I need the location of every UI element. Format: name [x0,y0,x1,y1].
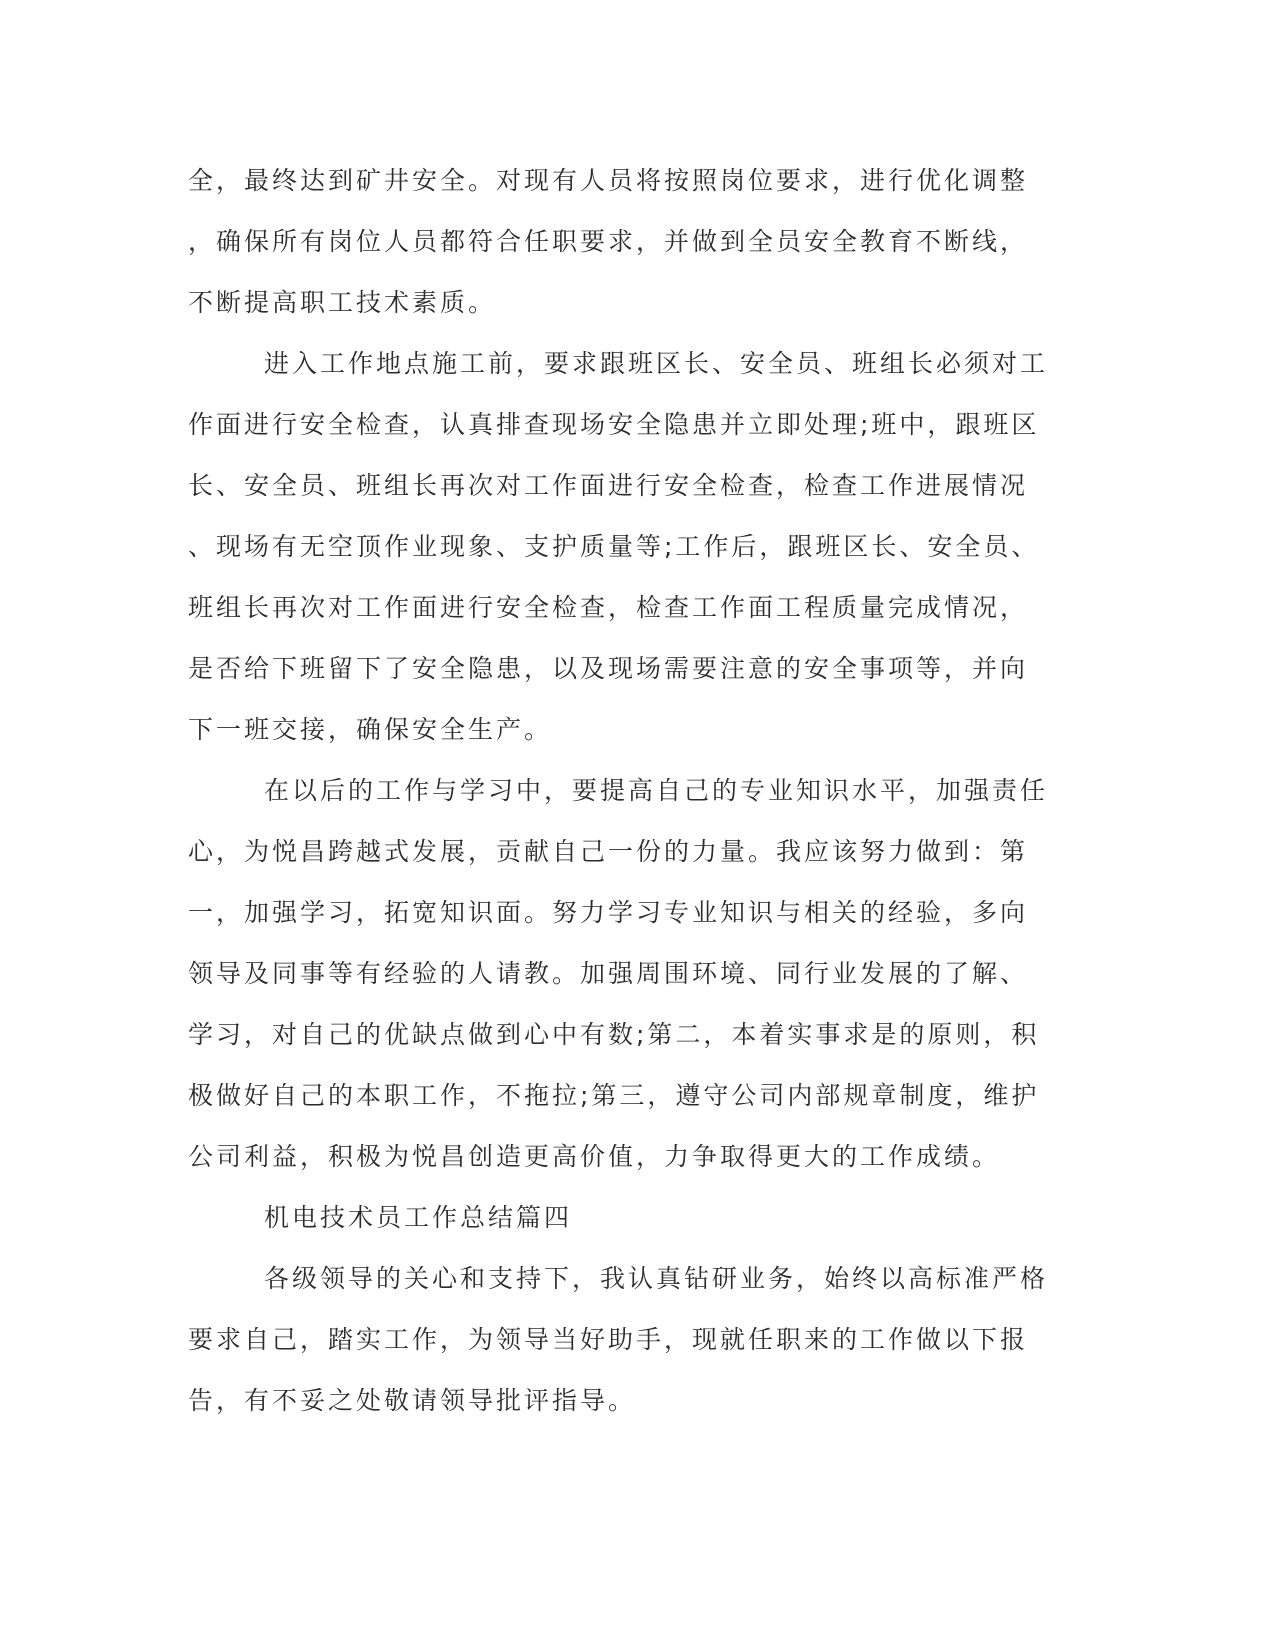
text-line: 全，最终达到矿井安全。对现有人员将按照岗位要求，进行优化调整 [188,166,1029,195]
text-line: 下一班交接，确保安全生产。 [188,715,553,744]
text-line: 公司利益，积极为悦昌创造更高价值，力争取得更大的工作成绩。 [188,1142,1001,1171]
text-line: 一，加强学习，拓宽知识面。努力学习专业知识与相关的经验，多向 [188,898,1029,927]
text-line: 在以后的工作与学习中，要提高自己的专业知识水平，加强责任 [264,776,1049,805]
text-line: 心，为悦昌跨越式发展，贡献自己一份的力量。我应该努力做到：第 [188,837,1029,866]
text-line: 作面进行安全检查，认真排查现场安全隐患并立即处理;班中，跟班区 [188,410,1040,439]
text-line: 告，有不妥之处敬请领导批评指导。 [188,1386,637,1415]
paragraph-4 [188,1248,1088,1431]
text-line: 要求自己，踏实工作，为领导当好助手，现就任职来的工作做以下报 [188,1325,1029,1354]
paragraph-2 [188,333,1088,760]
document-body [188,150,1088,1431]
text-line: 各级领导的关心和支持下，我认真钻研业务，始终以高标准严格 [264,1264,1049,1293]
text-line: 是否给下班留下了安全隐患，以及现场需要注意的安全事项等，并向 [188,654,1029,683]
section-heading [188,1187,1088,1248]
text-line: 极做好自己的本职工作，不拖拉;第三，遵守公司内部规章制度，维护 [188,1081,1040,1110]
text-line: 、现场有无空顶作业现象、支护质量等;工作后，跟班区长、安全员、 [188,532,1040,561]
text-line: 班组长再次对工作面进行安全检查，检查工作面工程质量完成情况， [188,593,1029,622]
text-line: 进入工作地点施工前，要求跟班区长、安全员、班组长必须对工 [264,349,1049,378]
text-line: ，确保所有岗位人员都符合任职要求，并做到全员安全教育不断线， [188,227,1029,256]
paragraph-3 [188,760,1088,1187]
text-line: 领导及同事等有经验的人请教。加强周围环境、同行业发展的了解、 [188,959,1029,988]
text-line: 长、安全员、班组长再次对工作面进行安全检查，检查工作进展情况 [188,471,1029,500]
paragraph-1 [188,150,1088,333]
text-line: 不断提高职工技术素质。 [188,288,497,317]
heading-line: 机电技术员工作总结篇四 [264,1203,573,1232]
text-line: 学习，对自己的优缺点做到心中有数;第二，本着实事求是的原则，积 [188,1020,1040,1049]
